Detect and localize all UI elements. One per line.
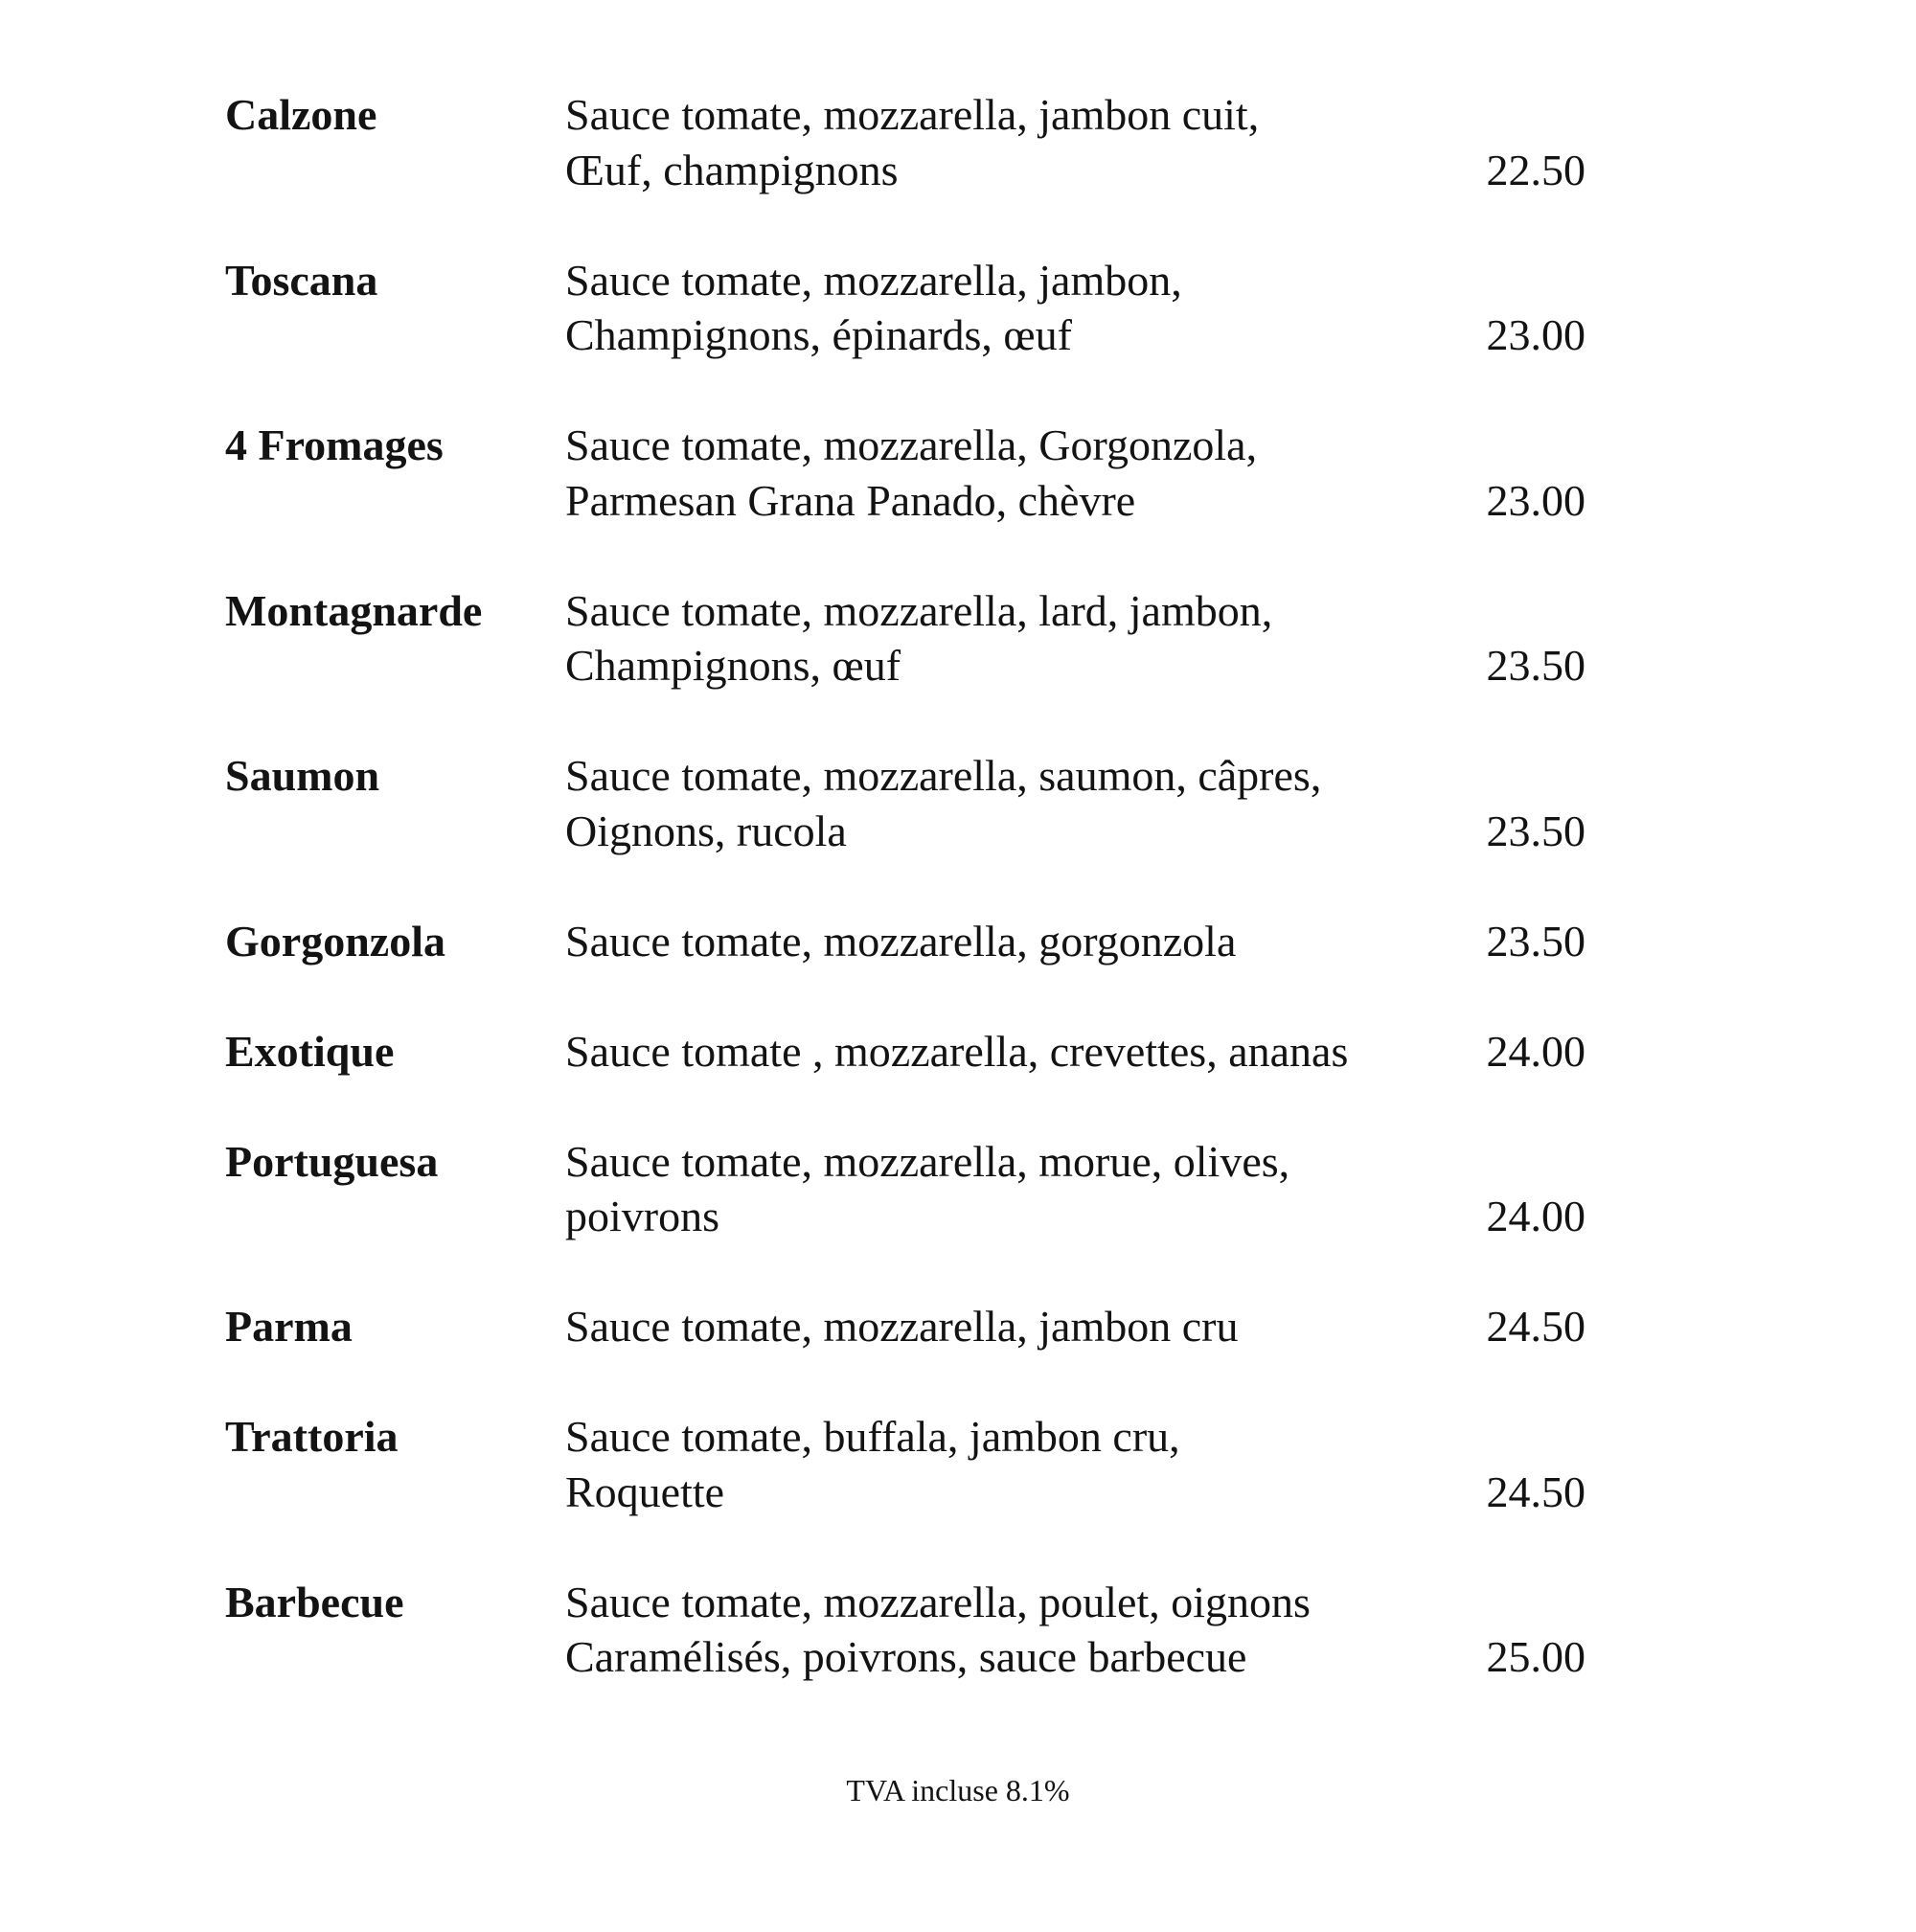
menu-item [225, 583, 1916, 693]
menu-item-description [565, 1575, 1480, 1685]
menu-item-description [565, 748, 1480, 858]
menu-item-name: Calzone [225, 90, 377, 139]
menu-item-description-line: poivrons [565, 1192, 719, 1240]
menu-item [225, 1409, 1916, 1519]
menu-item-description-line: Œuf, champignons [565, 145, 899, 194]
menu-item-description-line: Sauce tomate, mozzarella, lard, jambon, [565, 585, 1273, 635]
menu-item-description-line: Sauce tomate, mozzarella, Gorgonzola, [565, 420, 1258, 469]
menu-item [225, 1299, 1916, 1354]
menu-item-description [565, 253, 1480, 363]
menu-item [225, 253, 1916, 363]
menu-item-price: 23.00 [1486, 310, 1585, 359]
menu-item-description-line: Parmesan Grana Panado, chèvre [565, 475, 1136, 525]
menu-item-description [565, 87, 1480, 197]
menu-item-description-line: Sauce tomate, mozzarella, jambon cuit, [565, 90, 1260, 139]
menu-item-price: 23.50 [1486, 641, 1585, 690]
menu-item-name: Exotique [225, 1026, 395, 1076]
menu-item-price: 23.50 [1486, 916, 1585, 966]
menu-item [225, 418, 1916, 528]
menu-list [225, 87, 1916, 1685]
menu-item [225, 1024, 1916, 1080]
menu-item-price: 25.00 [1486, 1632, 1585, 1681]
menu-item-price: 23.00 [1486, 475, 1585, 525]
menu-item-price: 22.50 [1486, 145, 1585, 194]
menu-item-description-line: Champignons, œuf [565, 641, 901, 690]
menu-item-description-line: Roquette [565, 1466, 725, 1516]
menu-item-description-line: Champignons, épinards, œuf [565, 310, 1072, 359]
menu-item-name: Montagnarde [225, 585, 483, 635]
menu-item-name: Barbecue [225, 1577, 404, 1626]
menu-item-description-line: Oignons, rucola [565, 806, 847, 855]
menu-item-price: 23.50 [1486, 806, 1585, 855]
menu-item-name: Gorgonzola [225, 916, 445, 966]
menu-item-description-line: Sauce tomate, buffala, jambon cru, [565, 1412, 1180, 1461]
menu-item-description-line: Sauce tomate, mozzarella, poulet, oignons [565, 1577, 1311, 1626]
menu-item-description-line: Sauce tomate, mozzarella, jambon cru [565, 1302, 1239, 1351]
menu-item-name: Saumon [225, 751, 380, 800]
menu-item [225, 1575, 1916, 1685]
menu-item-price: 24.50 [1486, 1302, 1585, 1351]
menu-item-price: 24.00 [1486, 1192, 1585, 1240]
menu-item-description [565, 914, 1480, 969]
menu-item [225, 87, 1916, 197]
menu-item-name: Toscana [225, 255, 378, 305]
menu-item-description-line: Sauce tomate, mozzarella, saumon, câpres, [565, 751, 1322, 800]
menu-item-description [565, 418, 1480, 528]
menu-item [225, 1134, 1916, 1244]
menu-item-price: 24.00 [1486, 1026, 1585, 1076]
menu-item-description [565, 1299, 1480, 1354]
menu-item-description [565, 583, 1480, 693]
menu-item-name: Portuguesa [225, 1136, 439, 1186]
menu-item-description-line: Sauce tomate, mozzarella, jambon, [565, 255, 1182, 305]
menu-item-description [565, 1409, 1480, 1519]
menu-item [225, 748, 1916, 858]
menu-item-description-line: Caramélisés, poivrons, sauce barbecue [565, 1632, 1247, 1681]
menu-item [225, 914, 1916, 969]
menu-item-description [565, 1134, 1480, 1244]
menu-item-description-line: Sauce tomate, mozzarella, morue, olives, [565, 1136, 1290, 1186]
menu-item-name: Trattoria [225, 1412, 399, 1461]
menu-item-name: 4 Fromages [225, 420, 444, 469]
tax-note: TVA incluse 8.1% [846, 1772, 1070, 1807]
menu-item-name: Parma [225, 1302, 353, 1351]
menu-item-price: 24.50 [1486, 1466, 1585, 1516]
menu-item-description [565, 1024, 1480, 1080]
menu-item-description-line: Sauce tomate , mozzarella, crevettes, ananas [565, 1026, 1349, 1076]
menu-item-description-line: Sauce tomate, mozzarella, gorgonzola [565, 916, 1237, 966]
